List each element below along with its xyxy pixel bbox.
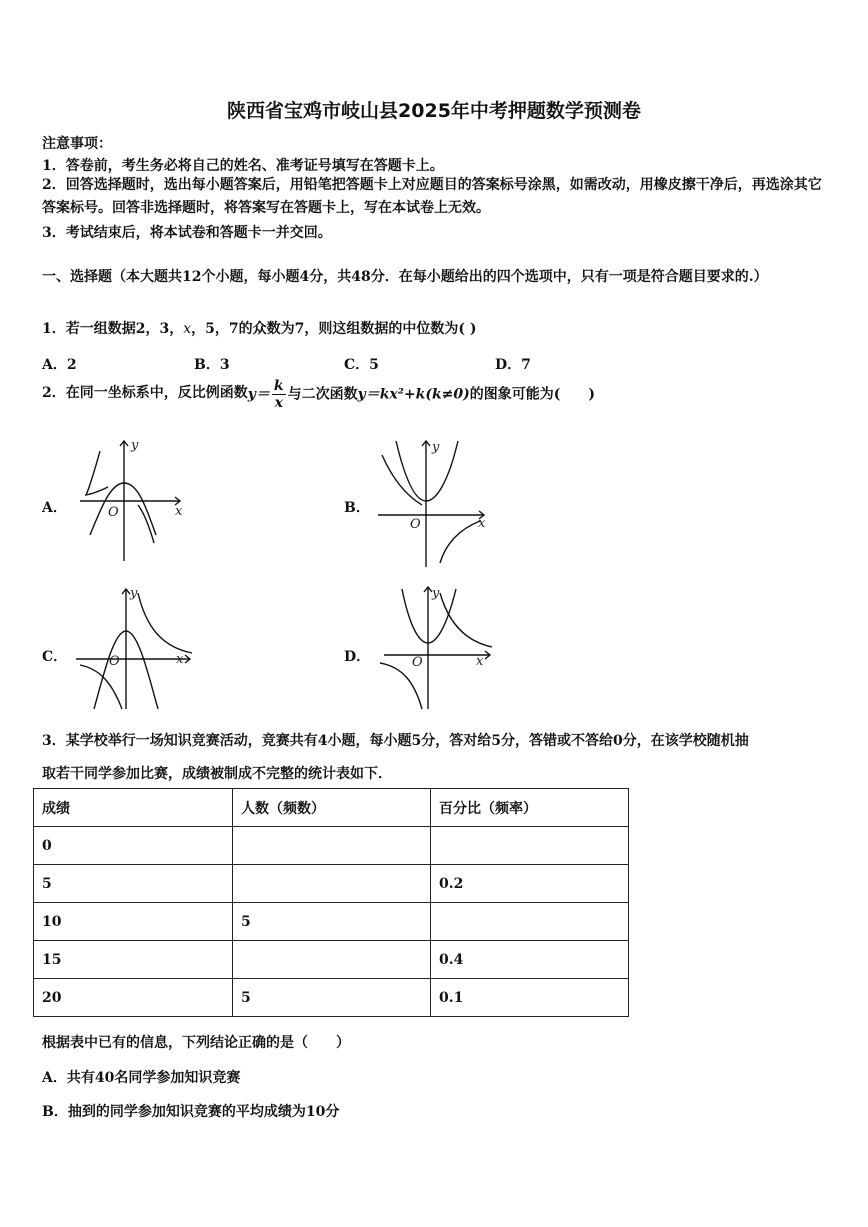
svg-text:y: y [432, 440, 440, 455]
notice-heading: 注意事项： [42, 136, 112, 152]
graph-b[interactable] [368, 433, 492, 571]
svg-text:O: O [108, 505, 119, 520]
table-cell [233, 827, 431, 865]
q2-option-a-label[interactable]: A． [42, 500, 67, 516]
table-cell: 0.2 [431, 865, 629, 903]
q3-option-b[interactable]: B．抽到的同学参加知识竞赛的平均成绩为10分 [42, 1104, 340, 1120]
section-heading: 一、选择题（本大题共12个小题，每小题4分，共48分．在每小题给出的四个选项中，只有一项是符合题目要求的.） [42, 269, 768, 285]
table-cell [431, 827, 629, 865]
graph-c[interactable] [66, 583, 196, 713]
question-3-stem-line1: 3．某学校举行一场知识竞赛活动，竞赛共有4小题，每小题5分，答对给5分，答错或不答给0分，在该学校随机抽 [42, 733, 749, 749]
q2-option-b-label[interactable]: B． [344, 500, 370, 516]
q1-option-b[interactable]: B．3 [194, 357, 230, 373]
q1-option-c[interactable]: C．5 [344, 357, 379, 373]
table-cell: 20 [34, 979, 233, 1017]
table-cell: 5 [233, 979, 431, 1017]
svg-text:O: O [410, 517, 421, 532]
q1-option-a[interactable]: A．2 [42, 357, 77, 373]
question-3-prompt: 根据表中已有的信息，下列结论正确的是（ ） [42, 1035, 350, 1051]
table-row [34, 827, 629, 865]
table-row [34, 979, 629, 1017]
q2-option-d-label[interactable]: D． [344, 649, 371, 665]
table-header-cell: 百分比（频率） [431, 789, 629, 827]
svg-text:x: x [176, 652, 184, 667]
table-cell: 15 [34, 941, 233, 979]
svg-text:x: x [175, 504, 183, 519]
question-2-stem: 2．在同一坐标系中，反比例函数y＝ $\frac{k}{x}$ 与二次函数y＝kx²+k(k≠0)的图象可能为( ) [42, 378, 596, 411]
svg-text:x: x [478, 516, 486, 531]
question-1-stem: 1．若一组数据2，3，x，5，7的众数为7，则这组数据的中位数为( ) [42, 321, 477, 337]
q2-option-c-label[interactable]: C． [42, 649, 68, 665]
graph-a[interactable] [66, 433, 190, 571]
page-title: 陕西省宝鸡市岐山县2025年中考押题数学预测卷 [227, 100, 641, 122]
score-table [33, 788, 629, 1017]
table-cell: 5 [233, 903, 431, 941]
svg-text:y: y [131, 438, 139, 453]
svg-text:y: y [432, 586, 440, 601]
table-row [34, 903, 629, 941]
table-cell: 0.4 [431, 941, 629, 979]
svg-text:O: O [109, 654, 120, 669]
question-3-stem-line2: 取若干同学参加比赛，成绩被制成不完整的统计表如下． [42, 766, 392, 782]
table-row [34, 865, 629, 903]
svg-text:y: y [130, 586, 138, 601]
notice-item-1: 1．答卷前，考生务必将自己的姓名、准考证号填写在答题卡上。 [42, 158, 444, 174]
notice-item-3: 3．考试结束后，将本试卷和答题卡一并交回。 [42, 225, 332, 241]
svg-text:x: x [476, 654, 484, 669]
table-header-cell: 人数（频数） [233, 789, 431, 827]
table-header-cell: 成绩 [34, 789, 233, 827]
table-cell: 0.1 [431, 979, 629, 1017]
table-row [34, 941, 629, 979]
table-cell: 10 [34, 903, 233, 941]
table-header-row [34, 789, 629, 827]
svg-text:O: O [412, 655, 423, 670]
graph-d[interactable] [368, 583, 498, 713]
fraction-k-over-x: $\frac{k}{x}$ [273, 378, 284, 411]
table-cell: 5 [34, 865, 233, 903]
notice-item-2: 2．回答选择题时，选出每小题答案后，用铅笔把答题卡上对应题目的答案标号涂黑，如需改动，用橡皮擦干净后，再选涂其它答案标号。回答非选择题时，将答案写在答题卡上，写在本试卷上无效。 [42, 177, 822, 216]
q1-option-d[interactable]: D．7 [495, 357, 531, 373]
table-cell: 0 [34, 827, 233, 865]
table-cell [233, 941, 431, 979]
table-cell [233, 865, 431, 903]
q3-option-a[interactable]: A．共有40名同学参加知识竞赛 [42, 1070, 241, 1086]
table-cell [431, 903, 629, 941]
